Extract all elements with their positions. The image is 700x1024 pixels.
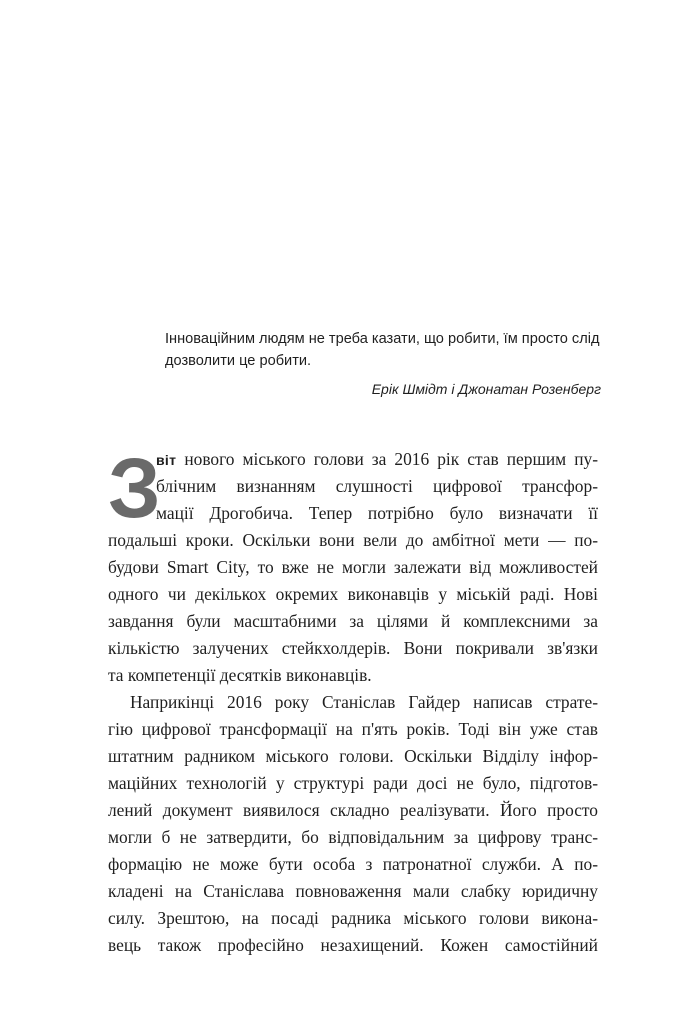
text-line: кладені на Станіслава повноваження мали слабку юридичну	[108, 881, 598, 901]
text-line-content: нового міського голови за 2016 рік став першим пу-	[184, 449, 598, 469]
text-line: будови Smart City, то вже не могли залежати від можливостей	[108, 557, 598, 577]
text-line: штатним радником міського голови. Оскільки Відділу інфор-	[108, 746, 598, 766]
epigraph-line: дозволити це робити.	[165, 353, 312, 369]
body-text	[108, 441, 598, 959]
epigraph-author: Ерік Шмідт і Джонатан Розенберг	[371, 381, 601, 397]
text-line: маційних технологій у структурі ради досі не було, підготов-	[108, 773, 598, 793]
text-line	[108, 446, 598, 473]
lead-word: віт	[156, 452, 177, 468]
text-line: одного чи декількох окремих виконавців у міській раді. Нові	[108, 584, 598, 604]
text-line: кількістю залучених стейкхолдерів. Вони покривали зв'язки	[108, 638, 598, 658]
epigraph-line: Інноваційним людям не треба казати, що робити, їм просто слід	[165, 331, 600, 347]
text-line: могли б не затвердити, бо відповідальним за цифрову транс-	[108, 827, 598, 847]
text-line: вець також професійно незахищений. Кожен самостійний	[108, 935, 598, 955]
text-line: завдання були масштабними за цілями й комплексними за	[108, 611, 598, 631]
text-line: силу. Зрештою, на посаді радника міського голови викона-	[108, 908, 598, 928]
text-line: мації Дрогобича. Тепер потрібно було визначати її	[156, 503, 598, 523]
drop-cap: З	[108, 441, 161, 535]
text-line: формацію не може бути особа з патронатної служби. А по-	[108, 854, 598, 874]
paragraph-1	[108, 441, 598, 689]
text-line: гію цифрової трансформації на п'ять років. Тоді він уже став	[108, 719, 598, 739]
text-line: лений документ виявилося складно реалізувати. Його просто	[108, 800, 598, 820]
text-line: блічним визнанням слушності цифрової трансфор-	[156, 476, 598, 496]
text-line: подальші кроки. Оскільки вони вели до амбітної мети — по-	[108, 530, 598, 550]
text-line: та компетенції десятків виконавців.	[108, 665, 372, 685]
text-line: Наприкінці 2016 року Станіслав Гайдер написав страте-	[130, 692, 598, 712]
paragraph-2	[108, 689, 598, 959]
epigraph	[165, 328, 601, 400]
